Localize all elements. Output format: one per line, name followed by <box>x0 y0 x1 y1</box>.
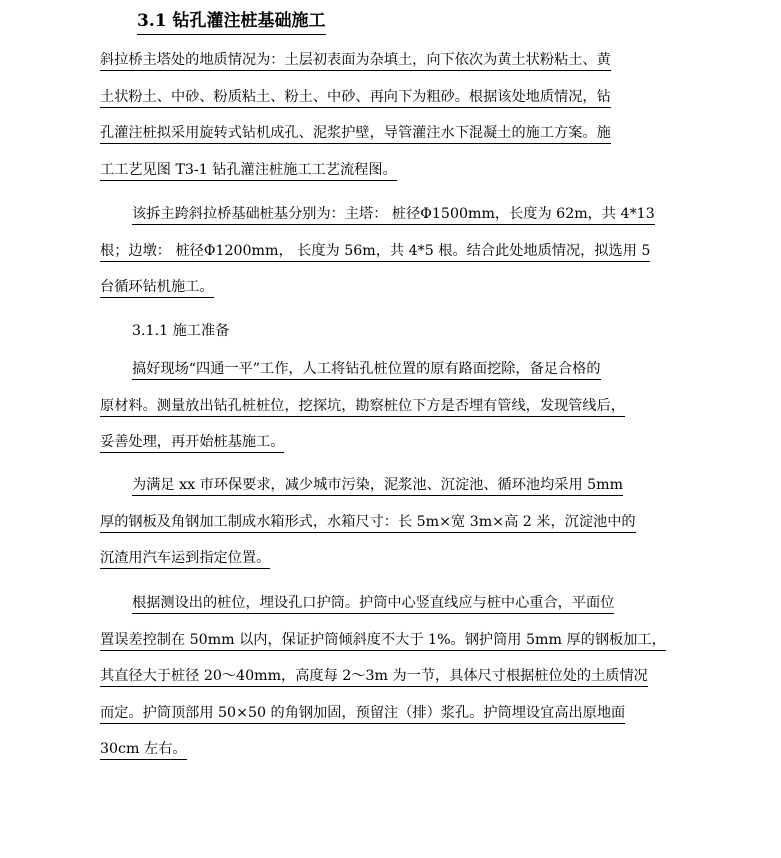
paragraph-pile-specs <box>100 196 688 306</box>
paragraph-geology <box>100 42 688 188</box>
text-line: 搞好现场“四通一平”工作，人工将钻孔桩位置的原有路面挖除，备足合格的 <box>100 351 688 388</box>
text-line: 30cm 左右。 <box>100 731 688 768</box>
text-line: 而定。护筒顶部用 50×50 的角钢加固，预留注（排）浆孔。护筒埋设宜高出原地面 <box>100 695 688 732</box>
paragraph-casing <box>100 585 688 768</box>
paragraph-site-prep <box>100 351 688 461</box>
text-line: 为满足 xx 市环保要求，减少城市污染，泥浆池、沉淀池、循环池均采用 5mm <box>100 467 688 504</box>
text-line: 土状粉土、中砂、粉质粘土、粉土、中砂、再向下为粗砂。根据该处地质情况，钻 <box>100 79 688 116</box>
text-line: 原材料。测量放出钻孔桩桩位，挖探坑，勘察桩位下方是否埋有管线，发现管线后， <box>100 388 688 425</box>
text-line: 置误差控制在 50mm 以内，保证护筒倾斜度不大于 1%。钢护筒用 5mm 厚的钢板加工， <box>100 622 688 659</box>
text-line: 其直径大于桩径 20～40mm，高度每 2～3m 为一节，具体尺寸根据桩位处的土质情况 <box>100 658 688 695</box>
text-line: 该拆主跨斜拉桥基础桩基分别为：主塔： 桩径Φ1500mm，长度为 62m，共 4*13 <box>100 196 688 233</box>
text-line: 台循环钻机施工。 <box>100 269 688 306</box>
text-line: 厚的钢板及角钢加工制成水箱形式，水箱尺寸：长 5m×宽 3m×高 2 米，沉淀池中的 <box>100 504 688 541</box>
paragraph-environmental <box>100 467 688 577</box>
text-line: 工工艺见图 T3-1 钻孔灌注桩施工工艺流程图。 <box>100 152 688 189</box>
text-line: 根据测设出的桩位，埋设孔口护筒。护筒中心竖直线应与桩中心重合，平面位 <box>100 585 688 622</box>
subsection-title: 3.1.1 施工准备 <box>132 323 230 339</box>
section-title: 3.1 钻孔灌注桩基础施工 <box>137 8 326 35</box>
text-line: 沉渣用汽车运到指定位置。 <box>100 540 688 577</box>
text-line: 根；边墩： 桩径Φ1200mm， 长度为 56m，共 4*5 根。结合此处地质情况，拟选用 5 <box>100 233 688 270</box>
text-line: 孔灌注桩拟采用旋转式钻机成孔、泥浆护壁，导管灌注水下混凝土的施工方案。施 <box>100 115 688 152</box>
text-line: 斜拉桥主塔处的地质情况为：土层初表面为杂填土，向下依次为黄土状粉粘土、黄 <box>100 42 688 79</box>
text-line: 妥善处理，再开始桩基施工。 <box>100 424 688 461</box>
